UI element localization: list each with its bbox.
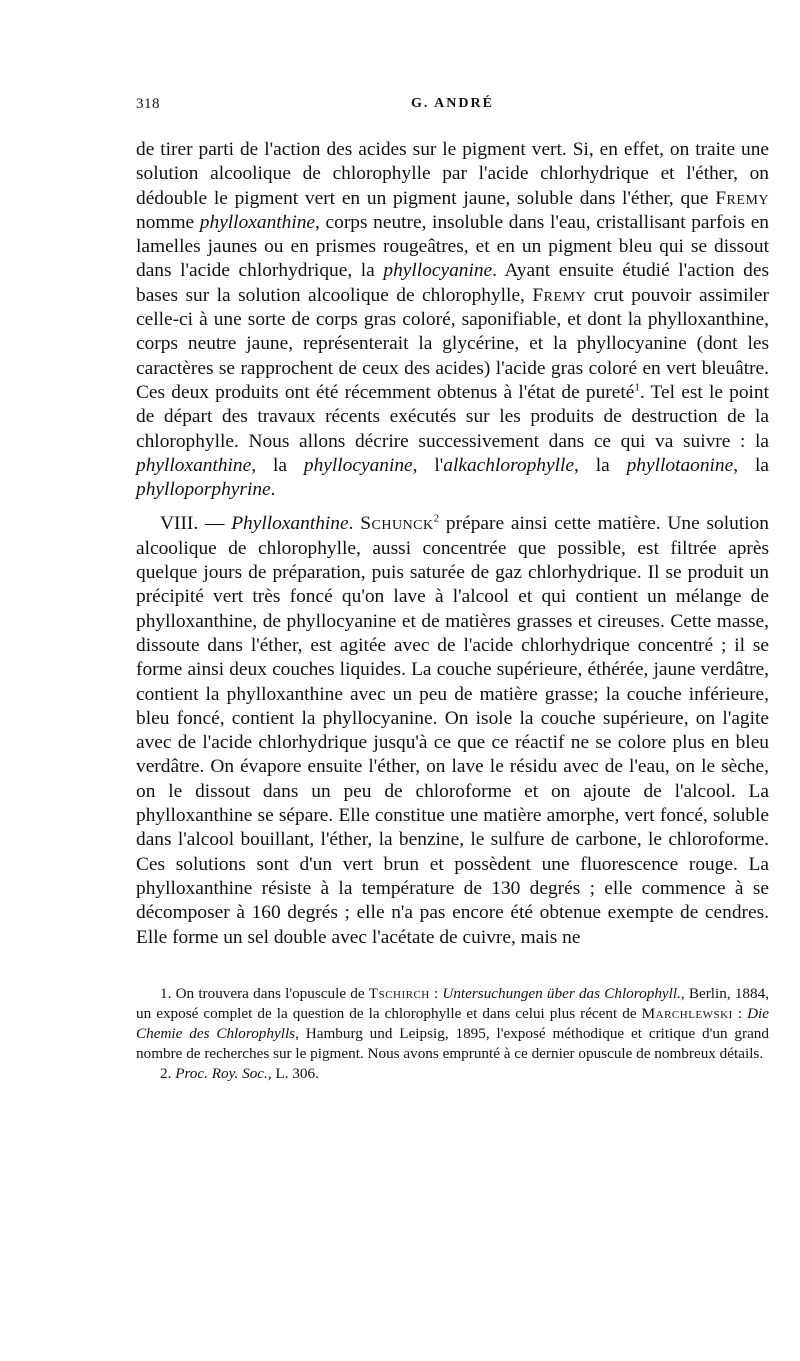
footnote-1 — [136, 984, 769, 1064]
text-run: , la — [573, 454, 627, 476]
text-run: : — [732, 1004, 748, 1022]
term-italic: phylloxanthine — [199, 211, 316, 233]
text-run: nomme — [136, 211, 200, 233]
running-title: G. ANDRÉ — [411, 96, 494, 111]
author-name: Tschirch — [368, 984, 430, 1002]
text-run: 1. On trouvera dans l'opuscule de — [160, 984, 369, 1002]
page-number: 318 — [136, 96, 160, 112]
running-head — [136, 96, 769, 118]
text-run: . Ayant ensuite étudié l'action des bases sur la solution alcoolique de chlorophylle, — [136, 260, 769, 306]
term-italic: phylloporphyrine — [136, 479, 271, 501]
term-italic: phyllocyanine — [383, 260, 493, 282]
author-name: Schunck — [360, 513, 434, 535]
journal-title: Proc. Roy. Soc. — [175, 1064, 268, 1082]
text-run: crut pouvoir assimiler celle-ci à une sorte de corps gras coloré, saponifiable, et dont la phylloxanthine, corps neutre jaune, représenterait la glycérine, et la phyllocyanine (dont les caractères se rapprochent de ceux des acides) l'acide gras coloré en vert bleuâtre. Ces deux produits ont été récemment obtenus à l'état de pureté — [136, 284, 769, 403]
text-run: de tirer parti de l'action des acides sur le pigment vert. Si, en effet, on traite une solution alcoolique de chlorophylle par l'acide chlorhydrique et l'éther, on dédouble le pigment vert en un pigment jaune, soluble dans l'éther, que — [136, 139, 769, 209]
text-run: , l' — [412, 454, 444, 476]
text-run: , Hamburg und Leipsig, 1895, l'exposé méthodique et critique d'un grand nombre de recherches sur le pigment. Nous avons emprunté à ce dernier opuscule de nombreux détails. — [136, 1024, 769, 1062]
term-italic: alkachlorophylle — [443, 454, 574, 476]
book-page — [136, 96, 769, 1084]
text-run: . — [270, 479, 276, 501]
term-italic: phylloxanthine — [136, 454, 252, 476]
section-heading: Phylloxanthine — [231, 513, 349, 535]
text-run: : — [429, 984, 443, 1002]
footnote-ref: 1 — [634, 381, 640, 394]
body-text — [136, 138, 769, 950]
author-name: Fremy — [715, 187, 769, 209]
footnotes — [136, 984, 769, 1084]
book-title: Die Chemie des Chlorophylls — [136, 1004, 769, 1042]
term-italic: phyllocyanine — [303, 454, 413, 476]
text-run: , la — [251, 454, 304, 476]
author-name: Fremy — [532, 284, 587, 306]
footnote-ref: 2 — [433, 512, 440, 525]
text-run: , L. 306. — [267, 1064, 319, 1082]
author-name: Marchlewski — [641, 1004, 733, 1022]
text-run: prépare ainsi cette matière. Une solution alcoolique de chlorophylle, aussi concentrée que possible, est filtrée après quelque jours de préparation, puis saturée de gaz chlorhydrique. Il se produit un précipité vert très foncé qu'on lave à l'alcool et qui contient un mélange de phylloxanthine, de phyllocyanine et de matières grasses et cireuses. Cette masse, dissoute dans l'éther, est agitée avec de l'acide chlorhydrique concentré ; il se forme ainsi deux couches liquides. La couche supérieure, éthérée, jaune verdâtre, contient la phylloxanthine avec un peu de matière grasse; la couche inférieure, bleu foncé, contient la phyllocyanine. On isole la couche supérieure, on l'agite avec de l'acide chlorhydrique jusqu'à ce que ce réactif ne se colore plus en bleu verdâtre. On évapore ensuite l'éther, on lave le résidu avec de l'eau, on le sèche, on le dissout dans un peu de chloroforme et on ajoute de l'alcool. La phylloxanthine se sépare. Elle constitue une matière amorphe, vert foncé, soluble dans l'alcool bouillant, l'éther, la benzine, le sulfure de carbone, le chloroforme. Ces solutions sont d'un vert brun et possèdent une fluorescence rouge. La phylloxanthine résiste à la température de 130 degrés ; elle commence à se décomposer à 160 degrés ; elle n'a pas encore été obtenue exempte de cendres. Elle forme un sel double avec l'acétate de cuivre, mais ne — [136, 513, 769, 948]
text-run: , Berlin, 1884, un exposé complet de la question de la chlorophylle et dans celui plus récent de — [136, 984, 769, 1022]
section-number: VIII. — — [160, 513, 232, 535]
text-run: , la — [733, 454, 769, 476]
term-italic: phyllotaonine — [626, 454, 734, 476]
text-run: . — [348, 513, 361, 535]
text-run: 2. — [160, 1064, 176, 1082]
paragraph-intro — [136, 138, 769, 502]
text-run: , corps neutre, insoluble dans l'eau, cristallisant parfois en lamelles jaunes ou en prismes rougeâtres, et en un pigment bleu qui se dissout dans l'acide chlorhydrique, la — [136, 211, 769, 282]
book-title: Untersuchungen über das Chlorophyll. — [442, 984, 681, 1002]
text-run: . Tel est le point de départ des travaux récents exécutés sur les produits de destruction de la chlorophylle. Nous allons décrire successivement dans ce qui va suivre : la — [136, 381, 769, 452]
paragraph-section-viii — [136, 512, 769, 949]
footnote-2 — [136, 1064, 769, 1084]
